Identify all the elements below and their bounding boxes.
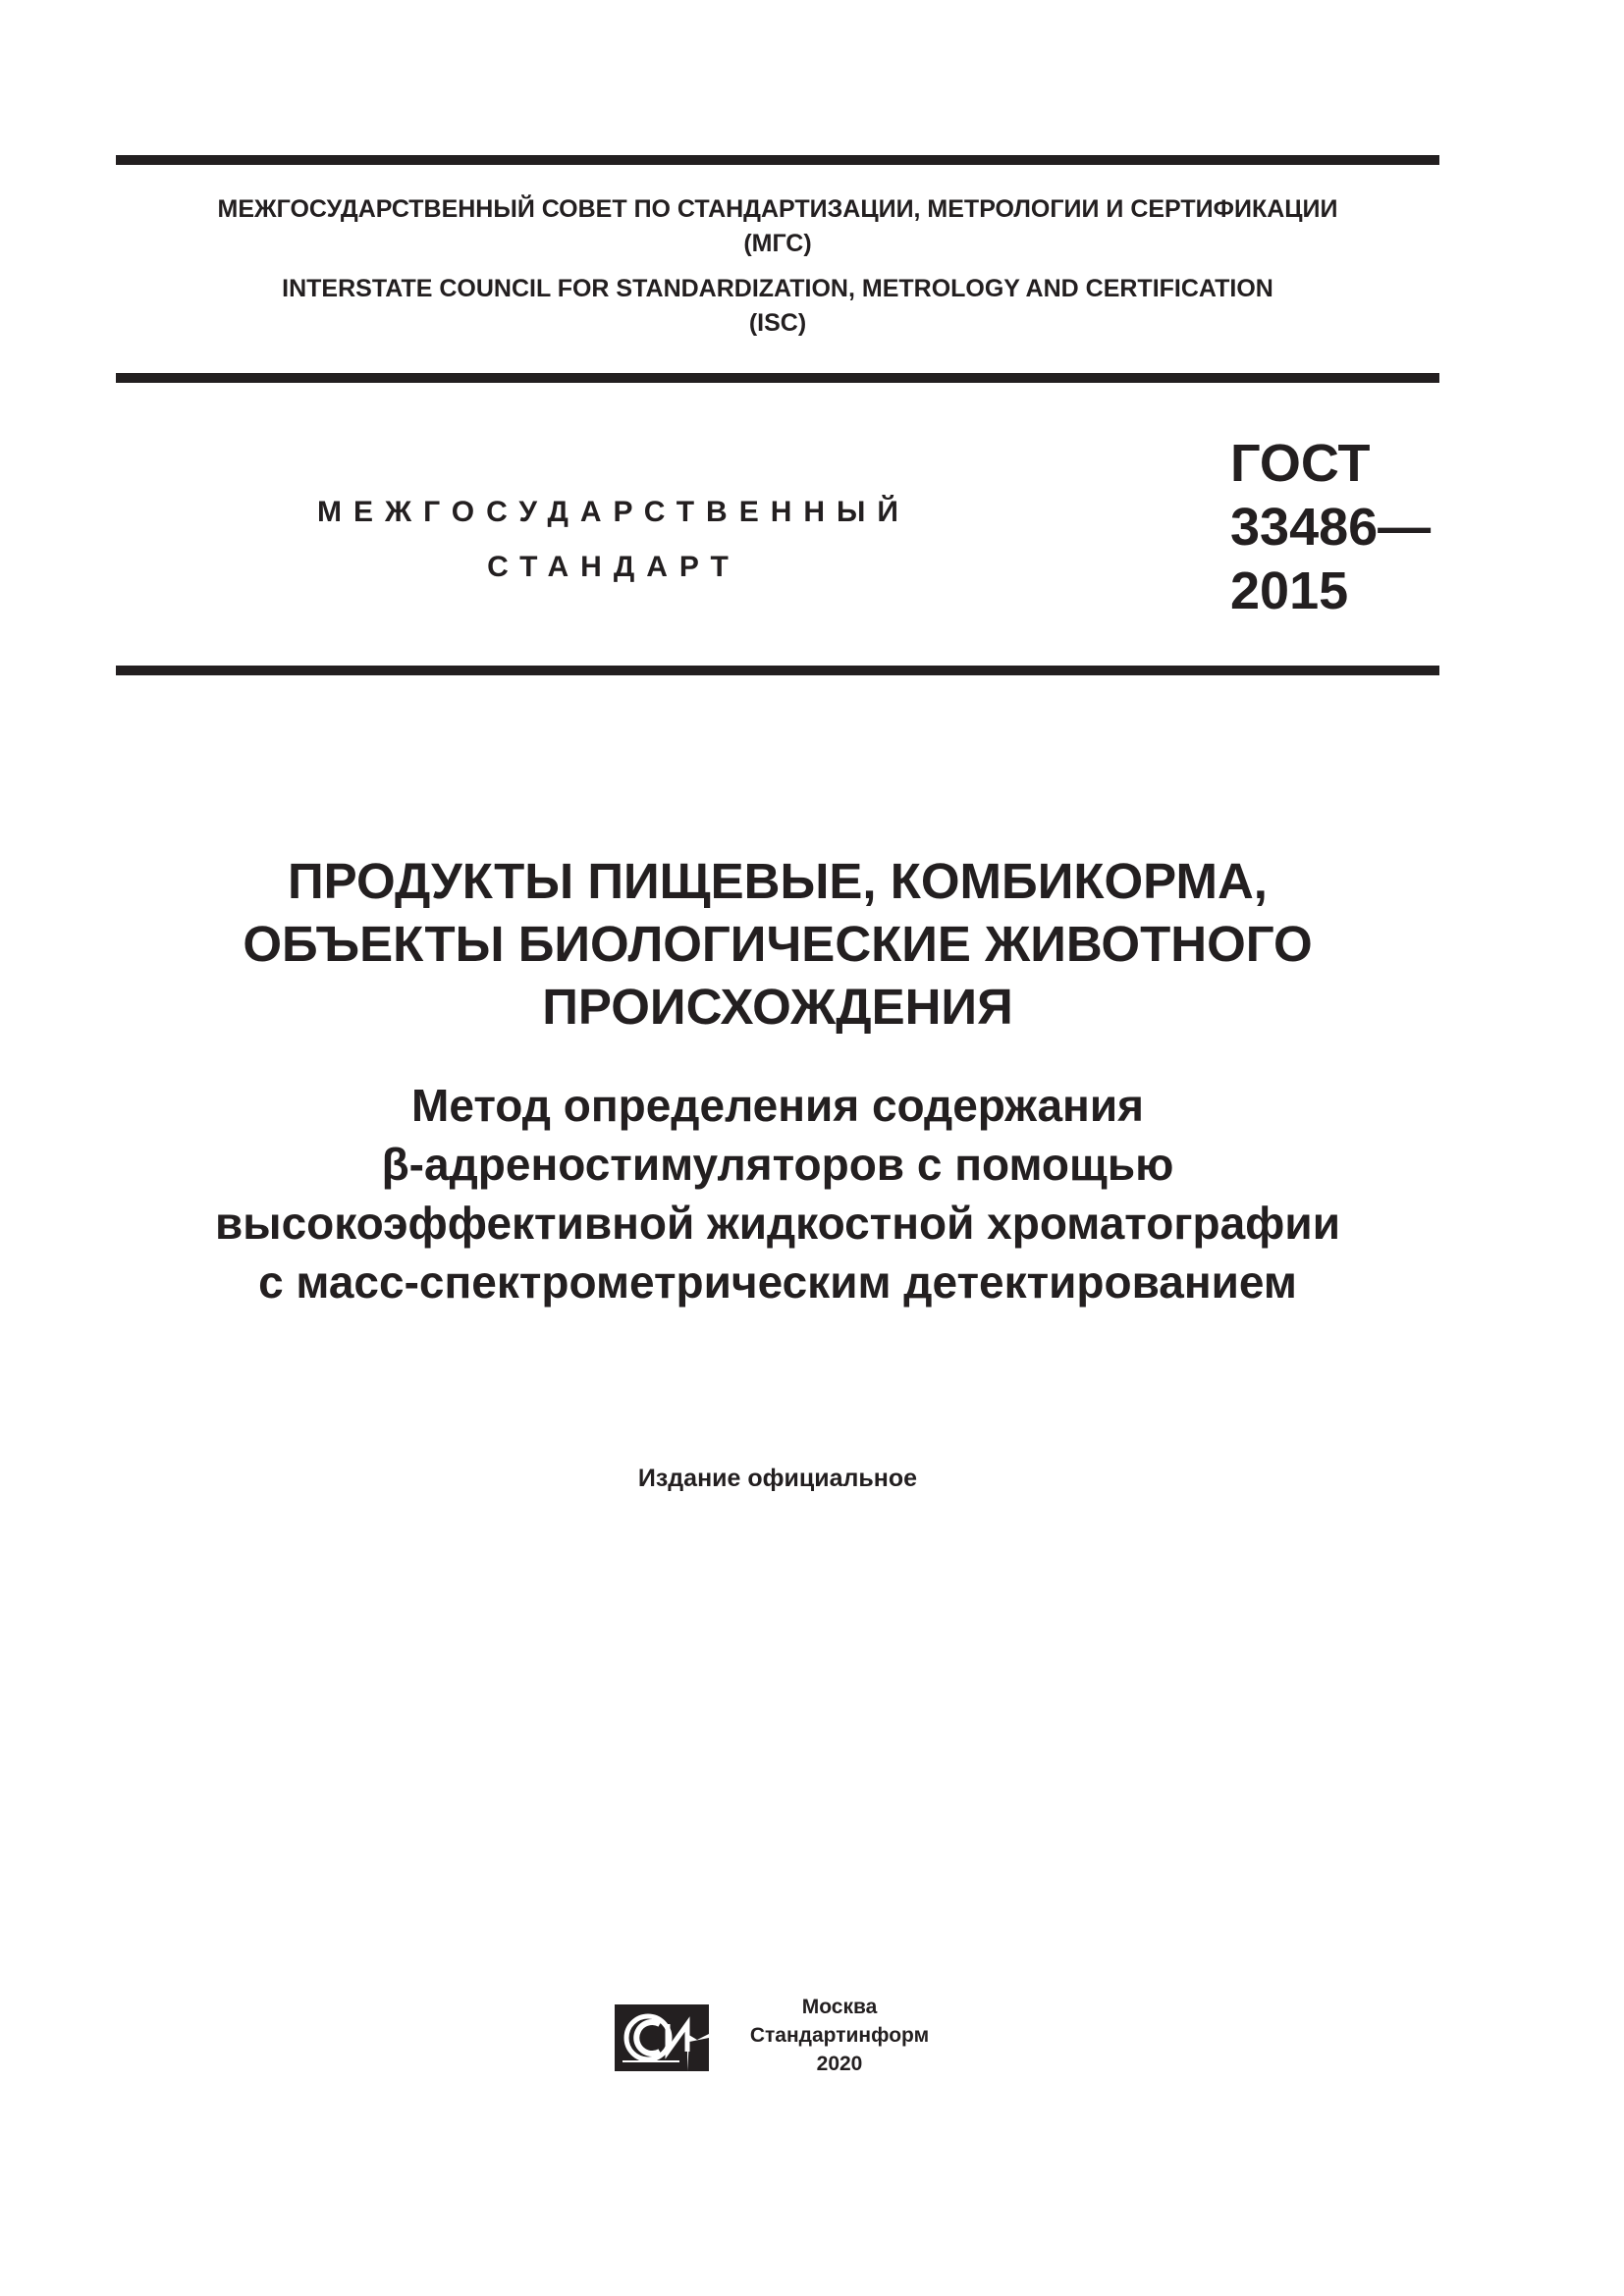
bottom-rule	[116, 666, 1439, 675]
subtitle-line: высокоэффективной жидкостной хроматографии	[215, 1198, 1340, 1249]
standartinform-logo-icon	[615, 2001, 709, 2075]
council-abbr-en: (ISC)	[748, 309, 807, 337]
gost-code-line1: ГОСТ	[1230, 434, 1371, 493]
top-rule	[116, 155, 1439, 165]
standard-kind-line1: МЕЖГОСУДАРСТВЕННЫЙ	[317, 496, 910, 528]
subtitle-line: Метод определения содержания	[411, 1080, 1144, 1131]
standard-kind-line2: СТАНДАРТ	[487, 551, 740, 583]
gost-number	[1230, 432, 1431, 623]
council-header	[116, 192, 1439, 341]
gost-code-line2: 33486—	[1230, 498, 1432, 557]
title-line: ПРОДУКТЫ ПИЩЕВЫЕ, КОМБИКОРМА,	[288, 853, 1268, 909]
title-line: ПРОИСХОЖДЕНИЯ	[542, 979, 1013, 1035]
publisher-imprint	[727, 1993, 952, 2078]
imprint-publisher: Стандартинформ	[749, 2024, 930, 2047]
title-line: ОБЪЕКТЫ БИОЛОГИЧЕСКИЕ ЖИВОТНОГО	[243, 916, 1313, 972]
document-subtitle	[116, 1076, 1439, 1311]
subtitle-line: с масс-спектрометрическим детектированием	[258, 1256, 1297, 1308]
standard-kind	[245, 485, 982, 595]
gost-code-line3: 2015	[1230, 561, 1349, 620]
subtitle-line: β-адреностимуляторов с помощью	[381, 1139, 1174, 1190]
imprint-year: 2020	[816, 2053, 863, 2075]
imprint-city: Москва	[801, 1996, 878, 2018]
middle-rule	[116, 373, 1439, 383]
document-title	[116, 850, 1439, 1039]
council-abbr-ru: (МГС)	[743, 230, 812, 257]
council-name-ru: МЕЖГОСУДАРСТВЕННЫЙ СОВЕТ ПО СТАНДАРТИЗАЦИИ, МЕТРОЛОГИИ И СЕРТИФИКАЦИИ	[217, 195, 1338, 223]
official-edition-label: Издание официальное	[637, 1465, 918, 1492]
council-name-en: INTERSTATE COUNCIL FOR STANDARDIZATION, METROLOGY AND CERTIFICATION	[282, 275, 1273, 302]
